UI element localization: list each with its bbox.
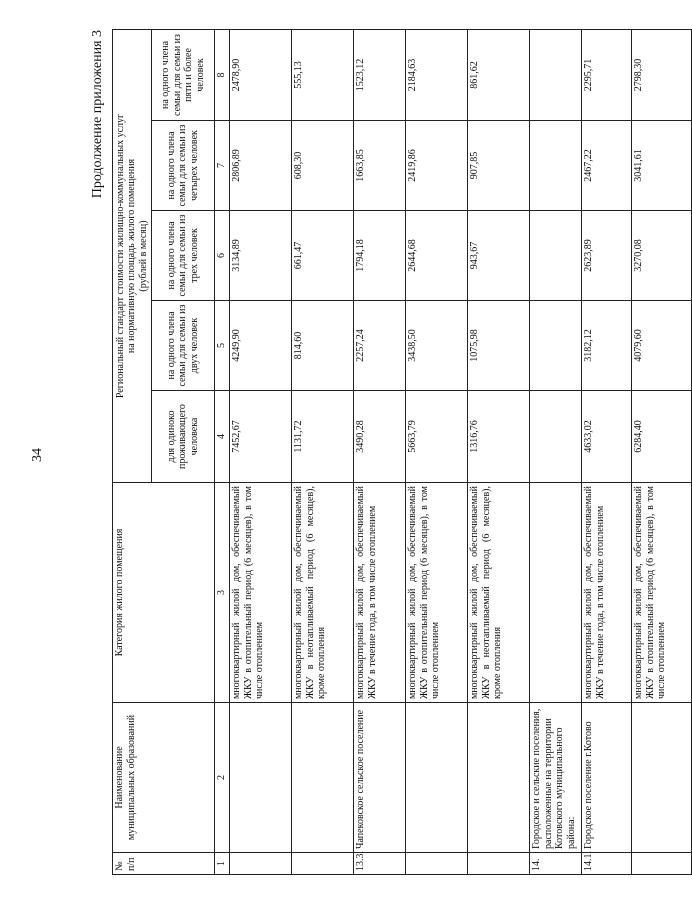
row-value: 3490,28 [354,391,406,483]
row-category: многоквартирный жилой дом, обеспечиваемый ЖКУ в отопительный период (6 месяцев), в том числе отоплением [632,483,692,703]
table-row [468,29,530,874]
column-number: 7 [215,121,230,211]
row-value: 1523,12 [354,29,406,120]
row-value: 1794,18 [354,211,406,301]
column-number: 2 [215,703,230,853]
row-category [530,483,582,703]
row-num [292,853,354,875]
page-number: 34 [30,448,45,462]
table-row [530,29,582,874]
appendix-label: Продолжение приложения 3 [90,30,105,199]
header-category: Категория жилого помещения [113,483,215,703]
row-value: 3134,89 [230,211,292,301]
row-value [530,121,582,211]
header-num: № п/п [113,853,215,875]
row-value: 3182,12 [582,301,632,391]
row-value: 2257,24 [354,301,406,391]
header-name: Наименование муниципальных образований [113,703,215,853]
row-category: многоквартирный жилой дом, обеспечиваемый ЖКУ в неотапливаемый период (6 месяцев), кроме отопления [468,483,530,703]
row-value: 907,85 [468,121,530,211]
row-value: 2806,89 [230,121,292,211]
row-value [530,29,582,120]
table-row [230,29,292,874]
header-row-main [113,29,152,874]
row-value [530,211,582,301]
row-category: многоквартирный жилой дом, обеспечиваемый ЖКУ в течение года, в том числе отоплением [582,483,632,703]
column-number: 8 [215,29,230,120]
row-value: 1131,72 [292,391,354,483]
row-name [292,703,354,853]
row-value: 555,13 [292,29,354,120]
row-num [632,853,692,875]
row-value: 814,60 [292,301,354,391]
row-value: 2419,86 [406,121,468,211]
header-sub-2: на одного члена семьи для семьи из двух человек [152,301,215,391]
row-value: 661,47 [292,211,354,301]
row-value: 4079,60 [632,301,692,391]
column-number: 4 [215,391,230,483]
table-row [354,29,406,874]
row-value: 2623,89 [582,211,632,301]
row-value: 3438,50 [406,301,468,391]
table-row [406,29,468,874]
column-number: 1 [215,853,230,875]
row-num [406,853,468,875]
row-value: 1075,98 [468,301,530,391]
row-value: 7452,67 [230,391,292,483]
table-row [632,29,692,874]
row-value: 5663,79 [406,391,468,483]
header-sub-4: на одного члена семьи для семьи из четырех человек [152,121,215,211]
row-value: 4633,02 [582,391,632,483]
row-value: 2644,68 [406,211,468,301]
row-name: Городское и сельские поселения, расположенные на территории Котовского муниципального района: [530,703,582,853]
column-number: 6 [215,211,230,301]
row-category: многоквартирный жилой дом, обеспечиваемый ЖКУ в течение года, в том числе отоплением [354,483,406,703]
row-name [632,703,692,853]
row-value: 943,67 [468,211,530,301]
header-sub-1: для одиноко проживающего человека [152,391,215,483]
table-row [582,29,632,874]
header-sub-3: на одного члена семьи для семьи из трех человек [152,211,215,301]
row-value: 6284,40 [632,391,692,483]
row-num: 14.1. [582,853,632,875]
row-value: 2478,90 [230,29,292,120]
row-value [530,391,582,483]
row-name: Чапековское сельское поселение [354,703,406,853]
column-number: 3 [215,483,230,703]
row-name [406,703,468,853]
row-value: 2295,71 [582,29,632,120]
row-value: 3270,08 [632,211,692,301]
standards-table [112,29,692,875]
row-value: 2798,30 [632,29,692,120]
table-row [292,29,354,874]
row-value [530,301,582,391]
row-value: 608,30 [292,121,354,211]
row-value: 3041,61 [632,121,692,211]
rotated-page-content [90,30,667,875]
row-value: 861,62 [468,29,530,120]
row-num: 13.3. [354,853,406,875]
row-name [230,703,292,853]
row-value: 1663,85 [354,121,406,211]
row-name: Городское поселение г.Котово [582,703,632,853]
row-name [468,703,530,853]
column-number: 5 [215,301,230,391]
row-num [230,853,292,875]
row-category: многоквартирный жилой дом, обеспечиваемый ЖКУ в отопительный период (6 месяцев), в том числе отоплением [406,483,468,703]
row-value: 4249,90 [230,301,292,391]
row-value: 2184,63 [406,29,468,120]
header-standard: Региональный стандарт стоимости жилищно-коммунальных услуг на нормативную площадь жилого помещения (рублей в месяц) [113,29,152,482]
row-value: 2467,22 [582,121,632,211]
row-category: многоквартирный жилой дом, обеспечиваемый ЖКУ в неотапливаемый период (6 месяцев), кроме отопления [292,483,354,703]
header-sub-5: на одного члена семьи для семьи из пяти и более человек [152,29,215,120]
row-value: 1316,76 [468,391,530,483]
row-num [468,853,530,875]
header-column-numbers [215,29,230,874]
row-num: 14. [530,853,582,875]
row-category: многоквартирный жилой дом, обеспечиваемый ЖКУ в отопительный период (6 месяцев), в том числе отоплением [230,483,292,703]
